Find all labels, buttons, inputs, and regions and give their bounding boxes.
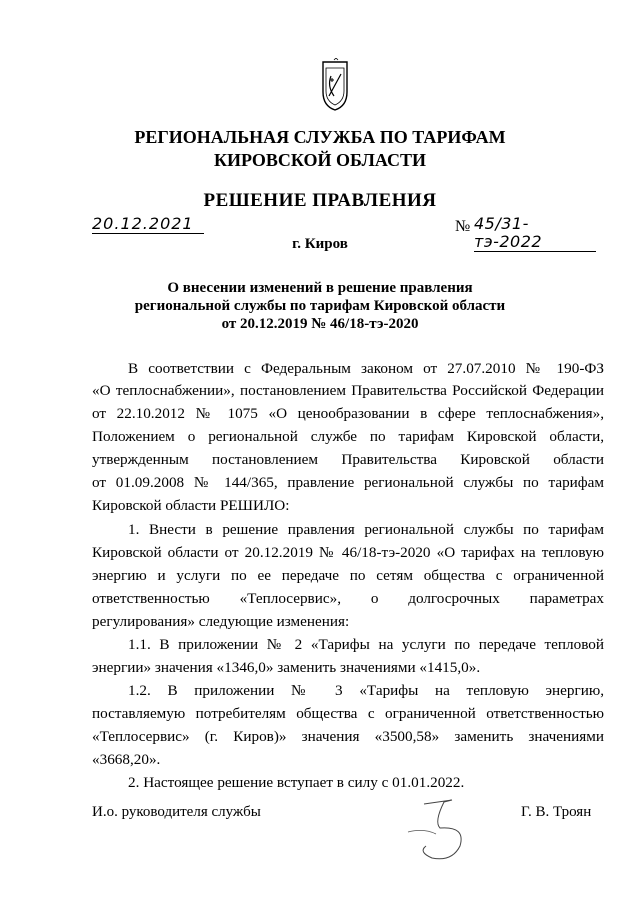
- body-line: «О теплоснабжении», постановлением Правительства Российской Федерации: [92, 382, 604, 399]
- kirov-coat-of-arms-emblem: [320, 58, 350, 112]
- body-line: энергии» значения «1346,0» заменить значениями «1415,0».: [92, 659, 481, 676]
- body-line: «3668,20».: [92, 751, 161, 768]
- body-line: энергию и услуги по ее передаче по сетям общества с ограниченной: [92, 567, 604, 584]
- document-number-sign: №: [455, 218, 471, 235]
- subject-line: региональной службы по тарифам Кировской области: [134, 298, 506, 314]
- body-line: ответственностью «Теплосервис», о долгосрочных параметрах: [92, 590, 604, 607]
- body-line: «Теплосервис» (г. Киров)» значения «3500,58» заменить значениями: [92, 728, 604, 745]
- body-line: 1.2. В приложении № 3 «Тарифы на тепловую энергию,: [128, 682, 604, 699]
- body-line: утвержденным постановлением Правительства Кировской области: [92, 451, 604, 468]
- body-line: от 22.10.2012 № 1075 «О ценообразовании в сфере теплоснабжения»,: [92, 405, 604, 422]
- handwritten-signature: [394, 792, 484, 872]
- document-number-handwritten: 45/31-тэ-2022: [474, 215, 596, 252]
- document-type-title: РЕШЕНИЕ ПРАВЛЕНИЯ: [203, 190, 437, 211]
- body-line: поставляемую потребителям общества с ограниченной ответственностью: [92, 705, 604, 722]
- subject-line: от 20.12.2019 № 46/18-тэ-2020: [221, 316, 419, 332]
- body-line: 1.1. В приложении № 2 «Тарифы на услуги по передаче тепловой: [128, 636, 604, 653]
- subject-line: О внесении изменений в решение правления: [167, 280, 473, 296]
- body-line: Кировской области РЕШИЛО:: [92, 497, 290, 514]
- signatory-position: И.о. руководителя службы: [92, 804, 261, 820]
- body-line: регулирования» следующие изменения:: [92, 613, 350, 630]
- body-line: 1. Внести в решение правления региональной службы по тарифам: [128, 521, 604, 538]
- body-line: 2. Настоящее решение вступает в силу с 01.01.2022.: [128, 774, 465, 791]
- document-date-handwritten: 20.12.2021: [92, 215, 204, 234]
- body-line: В соответствии с Федеральным законом от 27.07.2010 № 190-ФЗ: [128, 360, 604, 377]
- body-line: от 01.09.2008 № 144/365, правление региональной службы по тарифам: [92, 474, 604, 491]
- body-line: Положением о региональной службе по тарифам Кировской области,: [92, 428, 604, 445]
- city-label: г. Киров: [292, 236, 348, 252]
- organization-name-line1: РЕГИОНАЛЬНАЯ СЛУЖБА ПО ТАРИФАМ: [134, 127, 506, 147]
- organization-name-line2: КИРОВСКОЙ ОБЛАСТИ: [213, 150, 427, 170]
- signatory-name: Г. В. Троян: [521, 804, 592, 820]
- body-line: Кировской области от 20.12.2019 № 46/18-тэ-2020 «О тарифах на тепловую: [92, 544, 604, 561]
